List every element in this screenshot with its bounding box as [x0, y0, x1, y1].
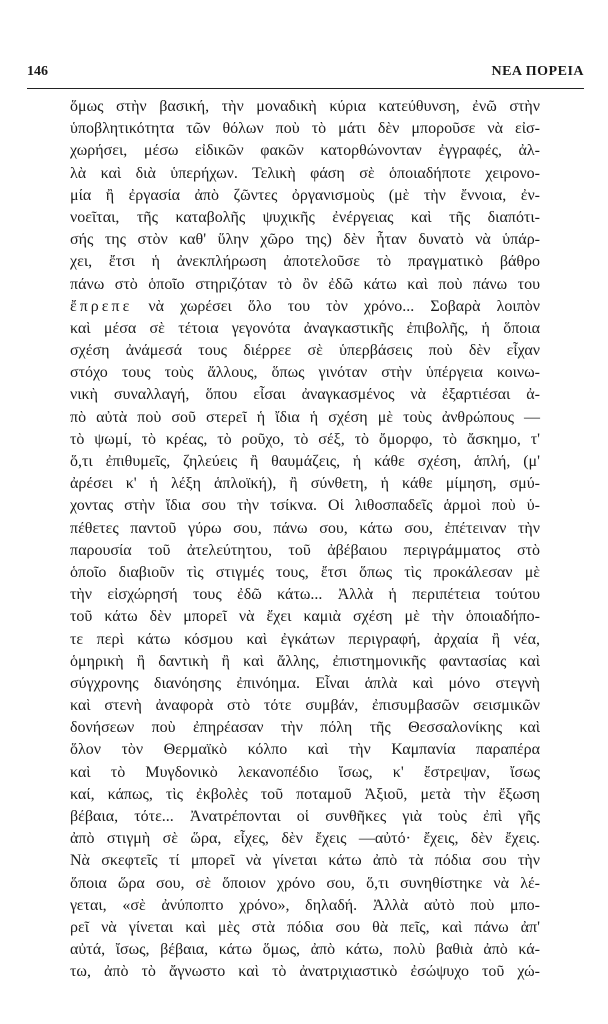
text-line: αὐτά, ἴσως, βέβαια, κάτω ὅμως, ἀπὸ κάτω, πολὺ βαθιὰ ἀπὸ κά- — [70, 941, 540, 959]
text-line: πὸ αὐτὰ ποὺ σοῦ στερεῖ ἡ ἴδια ἡ σχέση μὲ τοὺς ἀνθρώπους — — [70, 408, 540, 426]
text-line: ἀπὸ στιγμὴ σὲ ὥρα, εἶχες, δὲν ἔχεις —αὐτό· ἔχεις, δὲν ἔχεις. — [70, 830, 540, 848]
text-line: γεται, «σὲ ἀνύποπτο χρόνο», δηλαδή. Ἀλλὰ αὐτὸ ποὺ μπο- — [70, 896, 540, 914]
text-line: καὶ μέσα σὲ τέτοια γεγονότα ἀναγκαστικῆς ἐπιβολῆς, ἡ ὅποια — [70, 319, 540, 337]
text-line: ὁποῖο διαβιοῦν τὶς στιγμές τους, ἔτσι ὅπως τὶς προκάλεσαν μὲ — [70, 563, 540, 581]
text-line: δονήσεων ποὺ ἐπηρέασαν τὴν πόλη τῆς Θεσσαλονίκης καὶ — [70, 719, 540, 737]
text-line: παρουσία τοῦ ἀτελεύτητου, τοῦ ἀβέβαιου περιγράμματος στὸ — [70, 541, 540, 559]
text-line: πέθετες παντοῦ γύρω σου, πάνω σου, κάτω σου, ἐπέτειναν τὴν — [70, 519, 540, 537]
text-line: καὶ τὸ Μυγδονικὸ λεκανοπέδιο ἴσως, κ' ἔστρεψαν, ἴσως — [70, 763, 540, 781]
body-text — [70, 96, 540, 984]
text-line: ὅ,τι ἐπιθυμεῖς, ζηλεύεις ἢ θαυμάζεις, ἡ κάθε σχέση, ἁπλή, (μ' — [70, 453, 540, 470]
text-line: χωρήσει, μέσω εἰδικῶν φακῶν κατορθώνονταν ἐγγραφές, ἀλ- — [70, 142, 540, 160]
page-number: 146 — [27, 64, 48, 79]
text-line: χει, ἔτσι ἡ ἀνεκπλήρωση ἀποτελοῦσε τὸ πραγματικὸ βάθρο — [70, 253, 540, 271]
text-line: νοεῖται, τῆς καταβολῆς ψυχικῆς ἐνέργειας καὶ τῆς διαπότι- — [70, 208, 540, 226]
running-title: ΝΕΑ ΠΟΡΕΙΑ — [491, 64, 584, 79]
text-line: βέβαια, τότε... Ἀνατρέπονται οἱ συνθῆκες γιὰ τοὺς ἐπὶ γῆς — [70, 808, 540, 825]
text-line: λὰ καὶ διὰ ὑπερήχων. Τελικὴ φάση σὲ ὁποιαδήποτε χειρονο- — [70, 164, 540, 182]
text-line: χοντας στὴν ἴδια σου τὴν τσίκνα. Οἱ λιθοσπαδεῖς ἁρμοὶ ποὺ ὑ- — [70, 497, 540, 515]
text-line: τὸ ψωμί, τὸ κρέας, τὸ ροῦχο, τὸ σέξ, τὸ ὄμορφο, τὸ ἄσκημο, τ' — [70, 430, 540, 448]
text-line: ὅμως στὴν βασική, τὴν μοναδικὴ κύρια κατεύθυνση, ἐνῶ στὴν — [70, 98, 540, 115]
text-line: τε περὶ κάτω κόσμου καὶ ἐγκάτων περιγραφή, ἀρχαία ἢ νέα, — [70, 630, 540, 648]
text-line: καὶ στενὴ ἀναφορὰ στὸ τότε συμβάν, ἐπισυμβασῶν σεισμικῶν — [70, 697, 540, 715]
text-line: στόχο τους τοὺς ἄλλους, ὅπως γινόταν στὴν ὑπέργεια κοινω- — [70, 364, 540, 382]
text-line: ὁμηρικὴ ἢ δαντικὴ ἢ καὶ ἄλλης, ἐπιστημονικῆς φαντασίας καὶ — [70, 652, 540, 670]
text-line: μία ἢ ἐργασία ἀπὸ ζῶντες ὀργανισμοὺς (μὲ τὴν ἔννοια, ἐν- — [70, 186, 540, 204]
text-line: σύγχρονης διανόησης ἐπινόημα. Εἶναι ἁπλὰ καὶ μόνο στεγνὴ — [70, 674, 540, 692]
text-line: Νὰ σκεφτεῖς τί μπορεῖ νὰ γίνεται κάτω ἀπὸ τὰ πόδια σου τὴν — [70, 852, 540, 870]
text-line: σχέση ἀνάμεσά τους διέρρεε σὲ ὑπερβάσεις ποὺ δὲν εἶχαν — [70, 342, 540, 360]
text-line: τω, ἀπὸ τὸ ἄγνωστο καὶ τὸ ἀνατριχιαστικὸ ἐσώψυχο τοῦ χώ- — [70, 963, 540, 981]
text-line: νικὴ συναλλαγή, ὅπου εἶσαι ἀναγκασμένος νὰ ἐξαρτιέσαι ἀ- — [70, 386, 540, 404]
text-line: ἔπρεπε νὰ χωρέσει ὅλο του τὸν χρόνο... Σοβαρὰ λοιπὸν — [70, 297, 540, 315]
text-line: καί, κάπως, τὶς ἐκβολὲς τοῦ ποταμοῦ Ἀξιοῦ, μετὰ τὴν ἔξωση — [70, 785, 540, 803]
emphasized-word: ἔπρεπε — [70, 297, 133, 315]
text-line: ὑποβλητικότητα τῶν θόλων ποὺ τὸ μάτι δὲν μποροῦσε νὰ εἰσ- — [70, 120, 540, 138]
text-line: τὴν εἰσχώρησή τους ἐδῶ κάτω... Ἀλλὰ ἡ περιπέτεια τούτου — [70, 586, 540, 604]
text-line: τοῦ κάτω δὲν μπορεῖ νὰ ἔχει καμιὰ σχέση μὲ τὴν ὁποιαδήπο- — [70, 608, 540, 626]
text-line: ὅποια ὥρα σου, σὲ ὅποιον χρόνο σου, ὅ,τι συνηθίστηκε νὰ λέ- — [70, 874, 540, 892]
text-line: ὅλον τὸν Θερμαϊκὸ κόλπο καὶ τὴν Καμπανία παραπέρα — [70, 741, 540, 759]
text-line: ἀρέσει κ' ἡ λέξη ἁπλοϊκή), ἢ σύνθετη, ἡ κάθε μίμηση, σμύ- — [70, 475, 540, 493]
text-line: πάνω στὸ ὁποῖο στηριζόταν τὸ ὂν ἐδῶ κάτω καὶ ποὺ πάνω του — [70, 275, 540, 293]
page-header — [27, 62, 584, 89]
text-line: ρεῖ νὰ γίνεται καὶ μὲς στὰ πόδια σου θὰ πεῖς, καὶ πάνω ἀπ' — [70, 918, 540, 936]
text-line: σής της στὸν καθ' ὕλην χῶρο της) δὲν ἦταν δυνατὸ νὰ ὑπάρ- — [70, 231, 540, 249]
